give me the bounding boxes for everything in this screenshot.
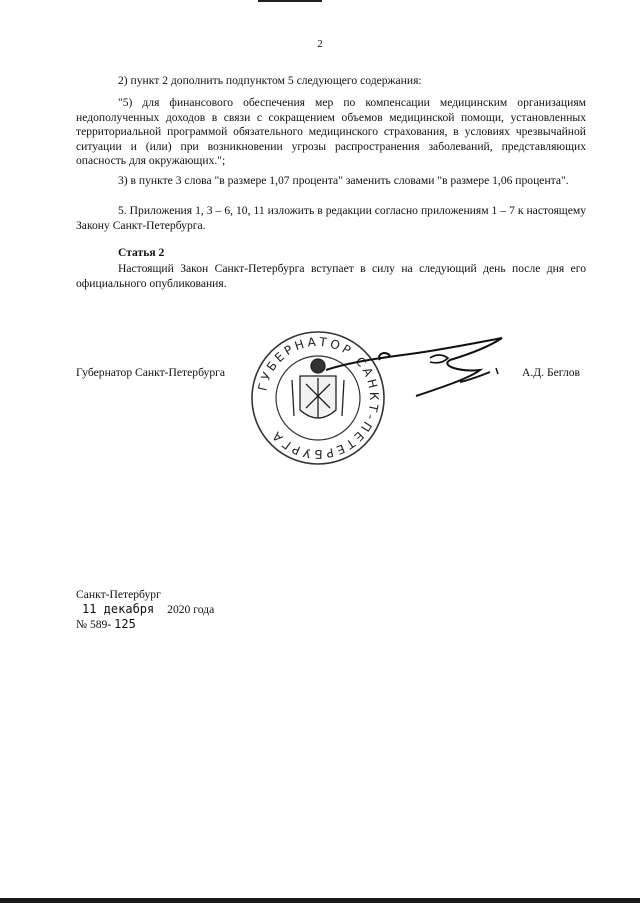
law-number xyxy=(76,617,214,632)
bottom-edge-bar xyxy=(0,898,640,903)
article-2-heading: Статья 2 xyxy=(118,246,165,259)
date-line xyxy=(76,602,214,617)
annexes-paragraph: 5. Приложения 1, 3 – 6, 10, 11 изложить в редакции согласно приложениям 1 – 7 к настоящему Закону Санкт-Петербурга. xyxy=(76,204,586,232)
governor-signature xyxy=(320,330,520,410)
amendment-subitem-5-text: "5) для финансового обеспечения мер по компенсации медицинским организациям недополученных доходов в связи с сокращением объемов медицинской помощи, установленных территориальной программой обязательного медицинского страхования, в условиях чрезвычайной ситуации и (или) при возникновении угрозы распространения заболеваний, представляющих опасность для окружающих."; xyxy=(76,96,586,168)
amendment-item-3: 3) в пункте 3 слова "в размере 1,07 процента" заменить словами "в размере 1,06 процента". xyxy=(118,174,569,187)
governor-title: Губернатор Санкт-Петербурга xyxy=(76,366,226,379)
place-date-block xyxy=(76,588,214,632)
law-number-prefix: № 589- xyxy=(76,618,112,631)
city-name: Санкт-Петербург xyxy=(76,588,161,601)
page-number: 2 xyxy=(317,38,323,50)
amendment-item-2: 2) пункт 2 дополнить подпунктом 5 следующего содержания: xyxy=(118,74,422,87)
governor-name: А.Д. Беглов xyxy=(522,366,581,379)
svg-text:ГУБЕРНАТОР САНКТ-ПЕТЕРБУРГА: ГУБЕРНАТОР САНКТ-ПЕТЕРБУРГА xyxy=(255,334,382,462)
date-year: 2020 года xyxy=(167,603,215,616)
date-day-month: 11 декабря xyxy=(82,602,155,616)
law-number-value: 125 xyxy=(114,617,136,631)
article-2-text: Настоящий Закон Санкт-Петербурга вступает в силу на следующий день после дня его официального опубликования. xyxy=(76,262,586,290)
top-edge-mark xyxy=(258,0,322,2)
